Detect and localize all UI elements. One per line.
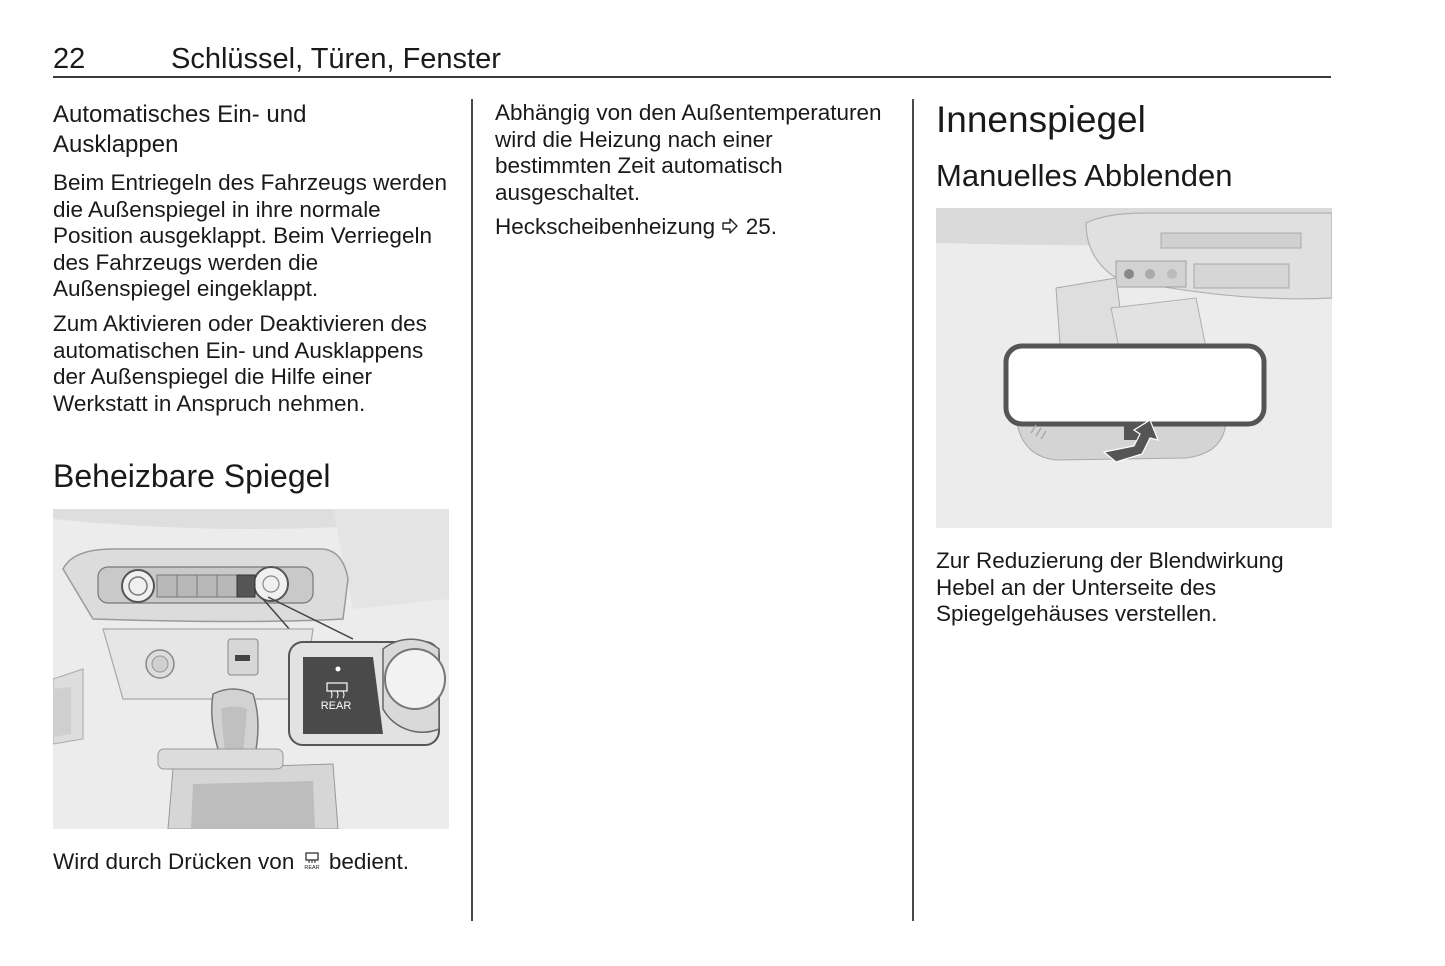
column-2 <box>495 100 895 249</box>
caption-text-before: Wird durch Drücken von <box>53 849 295 875</box>
section-heading-heated-mirrors: Beheizbare Spiegel <box>53 458 331 495</box>
column-divider <box>471 99 473 921</box>
rear-button-label: REAR <box>320 700 352 713</box>
subsection-heading-manual-dimming: Manuelles Abblenden <box>936 158 1233 193</box>
svg-text:REAR: REAR <box>303 865 320 871</box>
reference-page[interactable]: 25. <box>745 214 777 240</box>
page-number: 22 <box>53 43 86 75</box>
reference-text: Heckscheibenheizung <box>495 214 716 240</box>
mirror-illustration <box>936 208 1332 528</box>
section-heading-auto-fold: Automatisches Ein- und Ausklappen <box>53 101 307 158</box>
paragraph: Abhängig von den Außentemperaturen wird die Heizung nach einer bestimmten Zeit automatisch ausgeschaltet. <box>495 100 882 205</box>
paragraph: Beim Entriegeln des Fahrzeugs werden die Außenspiegel in ihre normale Position ausgeklappt. Beim Verriegeln des Fahrzeugs werden die Außenspiegel eingeklappt. <box>53 170 447 302</box>
column-divider <box>912 99 914 921</box>
mirror-illustration-svg <box>936 208 1332 528</box>
chapter-title: Schlüssel, Türen, Fenster <box>171 43 501 75</box>
console-illustration-svg <box>53 509 449 829</box>
column-1 <box>53 100 453 884</box>
paragraph: Zum Aktivieren oder Deaktivieren des automatischen Ein- und Ausklappens der Außenspiegel die Hilfe einer Werkstatt in Anspruch nehmen. <box>53 310 427 416</box>
figure-caption <box>53 849 453 876</box>
section-title-interior-mirror: Innenspiegel <box>936 99 1146 140</box>
page-header <box>53 40 1331 78</box>
cross-reference <box>495 214 895 241</box>
reference-arrow-icon <box>721 215 739 233</box>
rear-defrost-icon <box>303 850 321 871</box>
console-illustration <box>53 509 449 829</box>
paragraph: Zur Reduzierung der Blendwirkung Hebel an der Unterseite des Spiegelgehäuses verstellen. <box>936 548 1284 627</box>
column-3 <box>936 98 1336 636</box>
caption-text-after: bedient. <box>328 849 409 875</box>
